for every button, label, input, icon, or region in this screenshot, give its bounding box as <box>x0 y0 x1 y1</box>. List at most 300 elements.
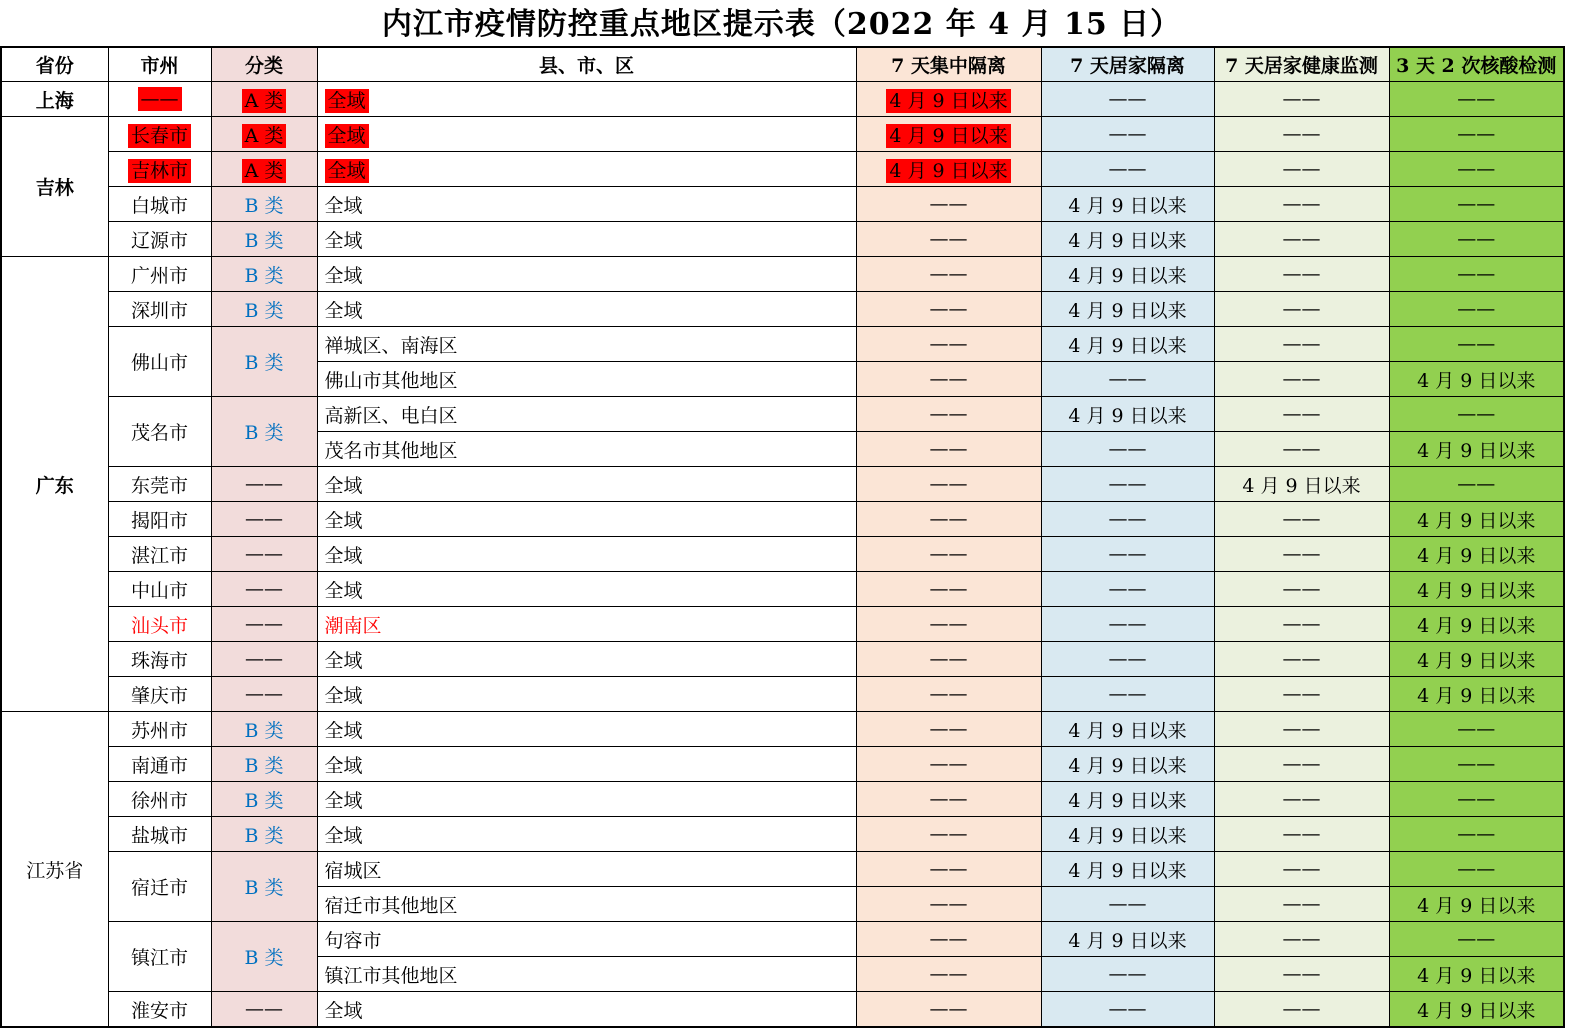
category-cell <box>211 292 317 327</box>
cell-text: B 类 <box>244 789 284 812</box>
cell-text: —— <box>1108 963 1147 985</box>
cell-text: 4 月 9 日以来 <box>1417 964 1536 987</box>
table-row <box>1 572 1564 607</box>
table-row <box>1 607 1564 642</box>
cell-text: —— <box>929 718 968 740</box>
nucleic-test-cell <box>1389 572 1564 607</box>
cell-text: 全域 <box>324 789 363 812</box>
cell-text: B 类 <box>244 194 284 217</box>
table-row <box>1 747 1564 782</box>
cell-text: —— <box>1282 158 1321 180</box>
cell-text: —— <box>1282 298 1321 320</box>
nucleic-test-cell <box>1389 152 1564 187</box>
cell-text: 全域 <box>324 264 363 287</box>
cell-text: 4 月 9 日以来 <box>1068 859 1187 882</box>
cell-text: 长春市 <box>128 124 191 148</box>
cell-text: —— <box>245 613 283 635</box>
cell-text: —— <box>929 928 968 950</box>
home-quarantine-cell <box>1041 257 1214 292</box>
cell-text: —— <box>1282 788 1321 810</box>
district-cell <box>317 152 856 187</box>
city-cell <box>108 537 211 572</box>
category-cell <box>211 82 317 117</box>
cell-text: —— <box>1282 683 1321 705</box>
cell-text: —— <box>929 963 968 985</box>
health-monitoring-cell <box>1214 222 1389 257</box>
cell-text: —— <box>1282 543 1321 565</box>
health-monitoring-cell <box>1214 292 1389 327</box>
centralized-quarantine-cell <box>856 362 1041 397</box>
cell-text: B 类 <box>244 719 284 742</box>
city-cell <box>108 257 211 292</box>
cell-text: —— <box>929 578 968 600</box>
district-cell <box>317 712 856 747</box>
centralized-quarantine-cell <box>856 502 1041 537</box>
cell-text: 宿城区 <box>324 859 382 882</box>
cell-text: 吉林市 <box>128 159 191 183</box>
table-row <box>1 782 1564 817</box>
city-cell <box>108 712 211 747</box>
nucleic-test-cell <box>1389 82 1564 117</box>
table-row <box>1 992 1564 1028</box>
cell-text: B 类 <box>244 754 284 777</box>
home-quarantine-cell <box>1041 712 1214 747</box>
centralized-quarantine-cell <box>856 222 1041 257</box>
home-quarantine-cell <box>1041 957 1214 992</box>
cell-text: —— <box>1457 88 1496 110</box>
header-nucleic-test: 3 天 2 次核酸检测 <box>1389 47 1564 82</box>
district-cell <box>317 82 856 117</box>
cell-text: 茂名市 <box>130 422 188 444</box>
category-cell <box>211 257 317 292</box>
centralized-quarantine-cell <box>856 187 1041 222</box>
centralized-quarantine-cell <box>856 922 1041 957</box>
district-cell <box>317 467 856 502</box>
centralized-quarantine-cell <box>856 782 1041 817</box>
health-monitoring-cell <box>1214 572 1389 607</box>
cell-text: 全域 <box>325 159 369 183</box>
cell-text: —— <box>1457 403 1496 425</box>
city-cell <box>108 642 211 677</box>
cell-text: —— <box>929 298 968 320</box>
centralized-quarantine-cell <box>856 957 1041 992</box>
cell-text: —— <box>1282 438 1321 460</box>
header-category: 分类 <box>211 47 317 82</box>
cell-text: 吉林 <box>35 177 74 199</box>
cell-text: —— <box>929 648 968 670</box>
cell-text: 4 月 9 日以来 <box>886 89 1010 113</box>
district-cell <box>317 957 856 992</box>
nucleic-test-cell <box>1389 992 1564 1028</box>
cell-text: 4 月 9 日以来 <box>1417 614 1536 637</box>
cell-text: 全域 <box>324 684 363 707</box>
cell-text: 潮南区 <box>324 614 382 637</box>
home-quarantine-cell <box>1041 852 1214 887</box>
cell-text: 全域 <box>324 649 363 672</box>
city-cell <box>108 852 211 922</box>
district-cell <box>317 572 856 607</box>
health-monitoring-cell <box>1214 817 1389 852</box>
nucleic-test-cell <box>1389 782 1564 817</box>
centralized-quarantine-cell <box>856 677 1041 712</box>
city-cell <box>108 117 211 152</box>
centralized-quarantine-cell <box>856 992 1041 1028</box>
cell-text: —— <box>245 508 283 530</box>
home-quarantine-cell <box>1041 362 1214 397</box>
category-cell <box>211 187 317 222</box>
centralized-quarantine-cell <box>856 747 1041 782</box>
cell-text: —— <box>929 893 968 915</box>
health-monitoring-cell <box>1214 607 1389 642</box>
cell-text: 4 月 9 日以来 <box>1068 264 1187 287</box>
cell-text: —— <box>1457 753 1496 775</box>
category-cell <box>211 852 317 922</box>
centralized-quarantine-cell <box>856 117 1041 152</box>
nucleic-test-cell <box>1389 467 1564 502</box>
city-cell <box>108 572 211 607</box>
city-cell <box>108 152 211 187</box>
home-quarantine-cell <box>1041 572 1214 607</box>
centralized-quarantine-cell <box>856 292 1041 327</box>
nucleic-test-cell <box>1389 327 1564 362</box>
cell-text: 全域 <box>325 124 369 148</box>
cell-text: 4 月 9 日以来 <box>886 124 1010 148</box>
province-cell <box>1 82 108 117</box>
cell-text: —— <box>1282 928 1321 950</box>
cell-text: B 类 <box>244 947 284 969</box>
cell-text: —— <box>1282 648 1321 670</box>
table-row <box>1 537 1564 572</box>
category-cell <box>211 607 317 642</box>
cell-text: B 类 <box>244 229 284 252</box>
category-cell <box>211 572 317 607</box>
table-row <box>1 922 1564 957</box>
province-cell <box>1 117 108 257</box>
cell-text: —— <box>929 998 968 1020</box>
cell-text: —— <box>1282 858 1321 880</box>
nucleic-test-cell <box>1389 887 1564 922</box>
cell-text: —— <box>1282 998 1321 1020</box>
health-monitoring-cell <box>1214 467 1389 502</box>
district-cell <box>317 397 856 432</box>
cell-text: —— <box>929 333 968 355</box>
table-body <box>1 82 1564 1028</box>
category-cell <box>211 642 317 677</box>
district-cell <box>317 992 856 1028</box>
header-province: 省份 <box>1 47 108 82</box>
cell-text: 深圳市 <box>130 299 188 322</box>
nucleic-test-cell <box>1389 677 1564 712</box>
district-cell <box>317 537 856 572</box>
nucleic-test-cell <box>1389 747 1564 782</box>
cell-text: 汕头市 <box>130 614 188 637</box>
cell-text: 4 月 9 日以来 <box>1242 474 1361 497</box>
header-centralized-quarantine: 7 天集中隔离 <box>856 47 1041 82</box>
cell-text: —— <box>1282 613 1321 635</box>
cell-text: —— <box>929 438 968 460</box>
cell-text: —— <box>1282 508 1321 530</box>
cell-text: —— <box>1108 508 1147 530</box>
cell-text: 茂名市其他地区 <box>324 439 458 462</box>
nucleic-test-cell <box>1389 397 1564 432</box>
cell-text: —— <box>1108 578 1147 600</box>
district-cell <box>317 782 856 817</box>
home-quarantine-cell <box>1041 467 1214 502</box>
cell-text: 4 月 9 日以来 <box>1417 439 1536 462</box>
cell-text: —— <box>1457 333 1496 355</box>
centralized-quarantine-cell <box>856 642 1041 677</box>
cell-text: 全域 <box>324 754 363 777</box>
home-quarantine-cell <box>1041 642 1214 677</box>
table-row <box>1 502 1564 537</box>
district-cell <box>317 747 856 782</box>
cell-text: —— <box>1457 718 1496 740</box>
centralized-quarantine-cell <box>856 467 1041 502</box>
cell-text: —— <box>1282 123 1321 145</box>
cell-text: —— <box>1457 858 1496 880</box>
district-cell <box>317 187 856 222</box>
category-cell <box>211 712 317 747</box>
cell-text: —— <box>929 368 968 390</box>
header-health-monitoring: 7 天居家健康监测 <box>1214 47 1389 82</box>
nucleic-test-cell <box>1389 257 1564 292</box>
category-cell <box>211 152 317 187</box>
table-row <box>1 117 1564 152</box>
health-monitoring-cell <box>1214 257 1389 292</box>
cell-text: —— <box>1282 893 1321 915</box>
nucleic-test-cell <box>1389 852 1564 887</box>
table-row <box>1 257 1564 292</box>
health-monitoring-cell <box>1214 677 1389 712</box>
cell-text: 全域 <box>324 999 363 1022</box>
centralized-quarantine-cell <box>856 887 1041 922</box>
cell-text: —— <box>929 228 968 250</box>
cell-text: 4 月 9 日以来 <box>1417 894 1536 917</box>
home-quarantine-cell <box>1041 502 1214 537</box>
cell-text: 禅城区、南海区 <box>324 334 458 357</box>
covid-key-areas-table <box>0 46 1565 1028</box>
cell-text: —— <box>1108 998 1147 1020</box>
cell-text: —— <box>1282 333 1321 355</box>
health-monitoring-cell <box>1214 397 1389 432</box>
cell-text: —— <box>1457 788 1496 810</box>
health-monitoring-cell <box>1214 922 1389 957</box>
cell-text: 4 月 9 日以来 <box>1068 824 1187 847</box>
cell-text: 4 月 9 日以来 <box>1068 929 1187 952</box>
nucleic-test-cell <box>1389 292 1564 327</box>
cell-text: 全域 <box>324 719 363 742</box>
home-quarantine-cell <box>1041 537 1214 572</box>
nucleic-test-cell <box>1389 537 1564 572</box>
district-cell <box>317 432 856 467</box>
home-quarantine-cell <box>1041 887 1214 922</box>
table-row <box>1 187 1564 222</box>
cell-text: —— <box>1108 438 1147 460</box>
cell-text: 4 月 9 日以来 <box>1068 299 1187 322</box>
table-row <box>1 467 1564 502</box>
district-cell <box>317 257 856 292</box>
nucleic-test-cell <box>1389 187 1564 222</box>
cell-text: —— <box>1282 88 1321 110</box>
cell-text: —— <box>1457 473 1496 495</box>
cell-text: B 类 <box>244 264 284 287</box>
cell-text: 佛山市 <box>130 352 188 374</box>
table-row <box>1 82 1564 117</box>
cell-text: B 类 <box>244 824 284 847</box>
city-cell <box>108 467 211 502</box>
centralized-quarantine-cell <box>856 432 1041 467</box>
home-quarantine-cell <box>1041 187 1214 222</box>
cell-text: A 类 <box>242 124 287 148</box>
table-row <box>1 222 1564 257</box>
nucleic-test-cell <box>1389 957 1564 992</box>
cell-text: 全域 <box>324 474 363 497</box>
health-monitoring-cell <box>1214 82 1389 117</box>
nucleic-test-cell <box>1389 502 1564 537</box>
health-monitoring-cell <box>1214 887 1389 922</box>
cell-text: —— <box>929 788 968 810</box>
cell-text: 4 月 9 日以来 <box>1417 649 1536 672</box>
city-cell <box>108 187 211 222</box>
cell-text: —— <box>1282 403 1321 425</box>
city-cell <box>108 607 211 642</box>
cell-text: 4 月 9 日以来 <box>886 159 1010 183</box>
category-cell <box>211 327 317 397</box>
home-quarantine-cell <box>1041 82 1214 117</box>
home-quarantine-cell <box>1041 817 1214 852</box>
cell-text: 江苏省 <box>26 859 84 882</box>
cell-text: 佛山市其他地区 <box>324 369 458 392</box>
cell-text: 珠海市 <box>130 649 188 672</box>
home-quarantine-cell <box>1041 922 1214 957</box>
health-monitoring-cell <box>1214 712 1389 747</box>
home-quarantine-cell <box>1041 397 1214 432</box>
cell-text: —— <box>1457 228 1496 250</box>
cell-text: 全域 <box>324 824 363 847</box>
cell-text: —— <box>1457 193 1496 215</box>
city-cell <box>108 677 211 712</box>
nucleic-test-cell <box>1389 642 1564 677</box>
centralized-quarantine-cell <box>856 607 1041 642</box>
district-cell <box>317 677 856 712</box>
home-quarantine-cell <box>1041 782 1214 817</box>
table-row <box>1 852 1564 887</box>
centralized-quarantine-cell <box>856 152 1041 187</box>
cell-text: —— <box>245 648 283 670</box>
home-quarantine-cell <box>1041 677 1214 712</box>
nucleic-test-cell <box>1389 432 1564 467</box>
table-row <box>1 677 1564 712</box>
health-monitoring-cell <box>1214 117 1389 152</box>
cell-text: —— <box>929 543 968 565</box>
cell-text: —— <box>1282 578 1321 600</box>
city-cell <box>108 222 211 257</box>
centralized-quarantine-cell <box>856 82 1041 117</box>
cell-text: —— <box>929 473 968 495</box>
category-cell <box>211 782 317 817</box>
cell-text: 全域 <box>325 89 369 113</box>
cell-text: 4 月 9 日以来 <box>1417 369 1536 392</box>
district-cell <box>317 817 856 852</box>
city-cell <box>108 82 211 117</box>
cell-text: —— <box>245 578 283 600</box>
cell-text: —— <box>929 613 968 635</box>
home-quarantine-cell <box>1041 432 1214 467</box>
health-monitoring-cell <box>1214 362 1389 397</box>
province-cell <box>1 257 108 712</box>
category-cell <box>211 992 317 1028</box>
home-quarantine-cell <box>1041 992 1214 1028</box>
centralized-quarantine-cell <box>856 712 1041 747</box>
centralized-quarantine-cell <box>856 572 1041 607</box>
centralized-quarantine-cell <box>856 817 1041 852</box>
category-cell <box>211 922 317 992</box>
cell-text: 宿迁市其他地区 <box>324 894 458 917</box>
cell-text: —— <box>1457 123 1496 145</box>
category-cell <box>211 222 317 257</box>
nucleic-test-cell <box>1389 607 1564 642</box>
cell-text: —— <box>245 473 283 495</box>
cell-text: —— <box>245 683 283 705</box>
home-quarantine-cell <box>1041 222 1214 257</box>
cell-text: 全域 <box>324 509 363 532</box>
cell-text: 肇庆市 <box>130 684 188 707</box>
centralized-quarantine-cell <box>856 852 1041 887</box>
cell-text: 4 月 9 日以来 <box>1417 544 1536 567</box>
table-row <box>1 152 1564 187</box>
nucleic-test-cell <box>1389 362 1564 397</box>
cell-text: —— <box>929 753 968 775</box>
cell-text: 4 月 9 日以来 <box>1068 194 1187 217</box>
cell-text: B 类 <box>244 299 284 322</box>
home-quarantine-cell <box>1041 117 1214 152</box>
category-cell <box>211 677 317 712</box>
cell-text: —— <box>1108 648 1147 670</box>
cell-text: 4 月 9 日以来 <box>1068 334 1187 357</box>
cell-text: B 类 <box>244 352 284 374</box>
cell-text: —— <box>1457 158 1496 180</box>
page-title: 内江市疫情防控重点地区提示表（2022 年 4 月 15 日） <box>381 7 1182 42</box>
cell-text: —— <box>1282 228 1321 250</box>
district-cell <box>317 887 856 922</box>
cell-text: 镇江市其他地区 <box>324 964 458 987</box>
district-cell <box>317 607 856 642</box>
cell-text: 盐城市 <box>130 824 188 847</box>
cell-text: 东莞市 <box>130 474 188 497</box>
district-cell <box>317 327 856 362</box>
city-cell <box>108 502 211 537</box>
health-monitoring-cell <box>1214 502 1389 537</box>
table-row <box>1 292 1564 327</box>
health-monitoring-cell <box>1214 782 1389 817</box>
cell-text: 中山市 <box>130 579 188 602</box>
cell-text: 全域 <box>324 579 363 602</box>
health-monitoring-cell <box>1214 642 1389 677</box>
city-cell <box>108 292 211 327</box>
category-cell <box>211 747 317 782</box>
health-monitoring-cell <box>1214 187 1389 222</box>
cell-text: 上海 <box>35 89 74 112</box>
centralized-quarantine-cell <box>856 537 1041 572</box>
cell-text: —— <box>929 193 968 215</box>
cell-text: 揭阳市 <box>130 509 188 532</box>
cell-text: —— <box>1108 123 1147 145</box>
cell-text: —— <box>1457 823 1496 845</box>
table-row <box>1 327 1564 362</box>
table-row <box>1 397 1564 432</box>
city-cell <box>108 782 211 817</box>
health-monitoring-cell <box>1214 852 1389 887</box>
